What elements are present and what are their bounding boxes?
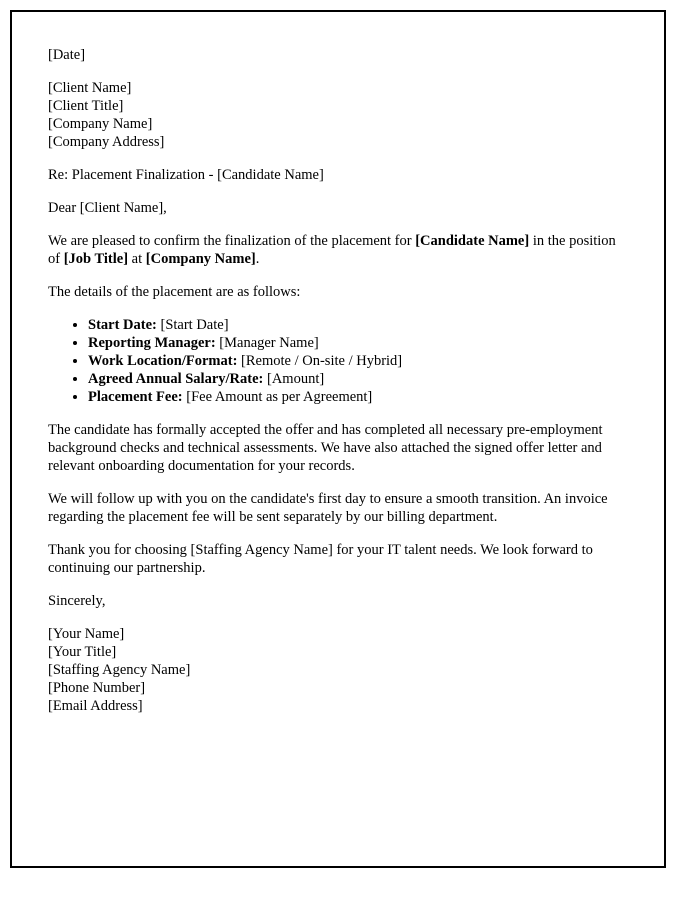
list-item-reporting-manager [88,334,626,352]
signature-block [48,625,626,715]
letter-page [10,10,666,868]
list-item-start-date [88,316,626,334]
letter-date: [Date] [48,47,86,63]
followup-paragraph: We will follow up with you on the candidate's first day to ensure a smooth transition. An invoice regarding the placement fee will be sent separately by our billing department. [48,491,608,525]
acceptance-paragraph: The candidate has formally accepted the offer and has completed all necessary pre-employment background checks and technical assessments. We have also attached the signed offer letter and relevant onboarding documentation for your records. [48,422,603,474]
list-item-salary-rate [88,370,626,388]
detail-label: Agreed Annual Salary/Rate: [88,371,264,387]
company-name-placeholder: [Company Name] [145,251,256,267]
detail-label: Start Date: [88,317,157,333]
detail-value: [Amount] [263,371,325,387]
list-item-placement-fee [88,388,626,406]
signature-title: [Your Title] [48,644,117,660]
intro-paragraph [48,232,626,268]
recipient-block [48,79,626,151]
signature-name: [Your Name] [48,626,125,642]
list-item-work-location [88,352,626,370]
signature-phone: [Phone Number] [48,680,146,696]
intro-text-3: at [128,251,146,267]
detail-value: [Start Date] [156,317,229,333]
detail-value: [Fee Amount as per Agreement] [182,389,373,405]
closing: Sincerely, [48,593,106,609]
intro-text-4: . [255,251,260,267]
signature-agency: [Staffing Agency Name] [48,662,191,678]
recipient-address: [Company Address] [48,134,165,150]
recipient-company: [Company Name] [48,116,153,132]
subject-line: Re: Placement Finalization - [Candidate Name] [48,167,324,183]
thanks-paragraph: Thank you for choosing [Staffing Agency Name] for your IT talent needs. We look forward to continuing our partnership. [48,542,593,576]
details-intro: The details of the placement are as follows: [48,284,301,300]
detail-label: Reporting Manager: [88,335,216,351]
signature-email: [Email Address] [48,698,143,714]
detail-label: Placement Fee: [88,389,183,405]
job-title-placeholder: [Job Title] [63,251,129,267]
intro-text-2: in the position of [48,233,616,267]
recipient-name: [Client Name] [48,80,132,96]
candidate-name-placeholder: [Candidate Name] [415,233,530,249]
detail-label: Work Location/Format: [88,353,238,369]
placement-details-list [48,316,626,406]
recipient-title: [Client Title] [48,98,124,114]
detail-value: [Manager Name] [215,335,319,351]
intro-text-1: We are pleased to confirm the finalization of the placement for [48,233,416,249]
detail-value: [Remote / On-site / Hybrid] [237,353,403,369]
salutation: Dear [Client Name], [48,200,167,216]
